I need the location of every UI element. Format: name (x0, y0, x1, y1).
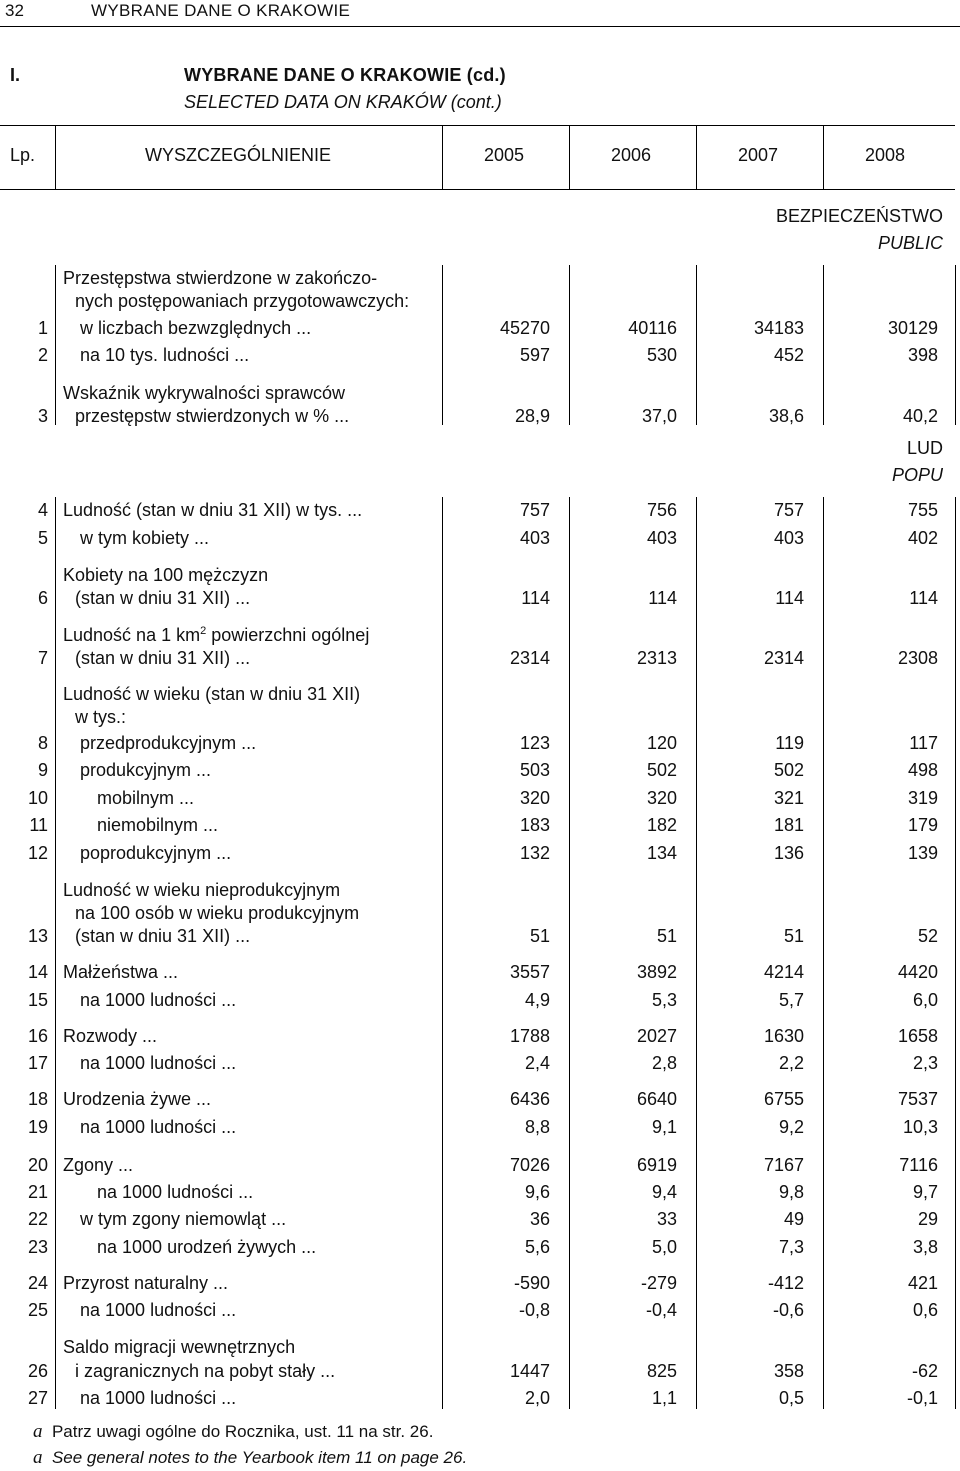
row-label-text: powierzchni ogólnej (206, 625, 370, 645)
chapter-number: I. (10, 65, 21, 85)
table-cell: 1,1 (651, 1388, 677, 1408)
row-label (63, 625, 369, 646)
table-cell: 3557 (509, 962, 550, 982)
row-number: 12 (27, 843, 48, 863)
table-cell: 182 (646, 815, 677, 835)
row-number: 24 (27, 1273, 48, 1293)
table-cell: 3,8 (912, 1237, 938, 1257)
row-number: 26 (27, 1361, 48, 1381)
table-cell: 597 (519, 345, 550, 365)
table-cell: -0,6 (772, 1300, 804, 1320)
row-label: na 1000 ludności ... (80, 1388, 237, 1408)
table-cell: 756 (646, 500, 677, 520)
row-label: w liczbach bezwzględnych ... (80, 318, 312, 338)
table-cell: 49 (783, 1209, 804, 1229)
table-cell: 2314 (763, 648, 804, 668)
row-label: produkcyjnym ... (80, 760, 212, 780)
column-rule (696, 497, 697, 1409)
table-cell: 139 (907, 843, 938, 863)
row-label: na 100 osób w wieku produkcyjnym (75, 903, 360, 923)
table-cell: 503 (519, 760, 550, 780)
table-cell: 51 (656, 926, 677, 946)
row-label: i zagranicznych na pobyt stały ... (75, 1361, 336, 1381)
row-number: 21 (27, 1182, 48, 1202)
table-cell: 38,6 (768, 406, 804, 426)
header-divider (442, 125, 443, 189)
row-label: nych postępowaniach przygotowawczych: (75, 291, 410, 311)
table-cell: 34183 (753, 318, 804, 338)
section-heading-population: LUD (906, 438, 943, 458)
footnote-mark: a (33, 1447, 43, 1468)
row-label: przestępstw stwierdzonych w % ... (75, 406, 350, 426)
table-cell: 2,8 (651, 1053, 677, 1073)
column-rule (823, 265, 824, 425)
col-header-lp: Lp. (10, 145, 36, 165)
table-cell: 37,0 (641, 406, 677, 426)
table-cell: 757 (519, 500, 550, 520)
header-divider (696, 125, 697, 189)
row-number: 7 (37, 648, 48, 668)
table-cell: 136 (773, 843, 804, 863)
table-cell: 755 (907, 500, 938, 520)
column-rule (569, 265, 570, 425)
table-cell: -0,4 (645, 1300, 677, 1320)
row-label: Kobiety na 100 mężczyzn (63, 565, 269, 585)
table-cell: 4420 (897, 962, 938, 982)
table-cell: 28,9 (514, 406, 550, 426)
row-number: 25 (27, 1300, 48, 1320)
table-cell: 6436 (509, 1089, 550, 1109)
row-number: 13 (27, 926, 48, 946)
table-cell: 134 (646, 843, 677, 863)
row-number: 16 (27, 1026, 48, 1046)
column-rule (823, 497, 824, 1409)
table-cell: 7537 (897, 1089, 938, 1109)
header-divider (823, 125, 824, 189)
table-cell: 114 (521, 588, 550, 608)
table-cell: 9,1 (651, 1117, 677, 1137)
table-cell: 33 (656, 1209, 677, 1229)
row-label: na 1000 ludności ... (80, 1117, 237, 1137)
table-cell: 452 (773, 345, 804, 365)
table-cell: 1788 (509, 1026, 550, 1046)
table-cell: 51 (529, 926, 550, 946)
row-number: 27 (27, 1388, 48, 1408)
column-rule (442, 497, 443, 1409)
header-bottom-rule (0, 189, 955, 190)
table-cell: 2027 (636, 1026, 677, 1046)
table-cell: 114 (909, 588, 938, 608)
table-cell: 320 (646, 788, 677, 808)
table-cell: 7,3 (778, 1237, 804, 1257)
table-cell: 51 (783, 926, 804, 946)
row-label: niemobilnym ... (97, 815, 219, 835)
row-label: na 1000 ludności ... (80, 990, 237, 1010)
table-cell: 40,2 (902, 406, 938, 426)
table-cell: 502 (646, 760, 677, 780)
table-cell: 321 (773, 788, 804, 808)
table-cell: 123 (519, 733, 550, 753)
table-cell: 319 (907, 788, 938, 808)
table-cell: 9,7 (912, 1182, 938, 1202)
row-label-text: Ludność na 1 km (63, 625, 201, 645)
row-number: 19 (27, 1117, 48, 1137)
table-cell: 398 (907, 345, 938, 365)
row-label: Wskaźnik wykrywalności sprawców (63, 383, 346, 403)
table-cell: -279 (640, 1273, 677, 1293)
row-label: Rozwody ... (63, 1026, 158, 1046)
table-cell: 183 (519, 815, 550, 835)
table-cell: -590 (513, 1273, 550, 1293)
row-label: na 10 tys. ludności ... (80, 345, 250, 365)
footnote-mark: a (33, 1421, 43, 1442)
table-cell: 9,6 (524, 1182, 550, 1202)
row-label: poprodukcyjnym ... (80, 843, 232, 863)
running-title: WYBRANE DANE O KRAKOWIE (91, 1, 351, 20)
table-cell: 9,4 (651, 1182, 677, 1202)
footnote-text: See general notes to the Yearbook item 11 on page 26. (51, 1448, 468, 1467)
row-number: 8 (37, 733, 48, 753)
row-label: Małżeństwa ... (63, 962, 179, 982)
section-subheading-security: PUBLIC (877, 233, 943, 253)
table-cell: -0,1 (906, 1388, 938, 1408)
col-header-2008: 2008 (865, 145, 906, 165)
table-cell: 6640 (636, 1089, 677, 1109)
table-cell: 179 (907, 815, 938, 835)
table-cell: 52 (917, 926, 938, 946)
row-label: w tys.: (75, 707, 127, 727)
row-label: Ludność w wieku nieprodukcyjnym (63, 880, 341, 900)
row-number: 17 (27, 1053, 48, 1073)
table-cell: 2,4 (524, 1053, 550, 1073)
row-number: 14 (27, 962, 48, 982)
table-cell: 5,3 (651, 990, 677, 1010)
table-cell: 2313 (636, 648, 677, 668)
table-cell: 2308 (897, 648, 938, 668)
row-label: Ludność w wieku (stan w dniu 31 XII) (63, 684, 361, 704)
row-number: 9 (37, 760, 48, 780)
table-cell: 132 (519, 843, 550, 863)
row-number: 11 (29, 815, 48, 835)
row-label: na 1000 ludności ... (80, 1053, 237, 1073)
row-number: 15 (27, 990, 48, 1010)
row-number: 4 (37, 500, 48, 520)
row-label: Saldo migracji wewnętrznych (63, 1337, 296, 1357)
row-label: (stan w dniu 31 XII) ... (75, 926, 251, 946)
table-cell: 2,0 (524, 1388, 550, 1408)
footnote-pl (33, 1421, 433, 1443)
table-cell: 421 (907, 1273, 938, 1293)
row-number: 3 (37, 406, 48, 426)
table-cell: -412 (767, 1273, 804, 1293)
row-label: mobilnym ... (97, 788, 195, 808)
table-cell: 36 (529, 1209, 550, 1229)
row-label: na 1000 ludności ... (97, 1182, 254, 1202)
row-label: Przestępstwa stwierdzone w zakończo- (63, 268, 378, 288)
row-label: Urodzenia żywe ... (63, 1089, 212, 1109)
row-number: 20 (27, 1155, 48, 1175)
row-number: 5 (37, 528, 48, 548)
table-cell: 7116 (899, 1155, 938, 1175)
table-cell: 498 (907, 760, 938, 780)
table-cell: 114 (648, 588, 677, 608)
table-cell: 358 (773, 1361, 804, 1381)
table-cell: 5,7 (778, 990, 804, 1010)
section-heading-security: BEZPIECZEŃSTWO (775, 206, 943, 226)
header-divider (569, 125, 570, 189)
table-cell: 1447 (509, 1361, 550, 1381)
header-divider (55, 125, 56, 189)
table-cell: 1630 (763, 1026, 804, 1046)
column-rule (955, 265, 956, 425)
column-rule (955, 497, 956, 1409)
col-header-2006: 2006 (611, 145, 652, 165)
column-rule (696, 265, 697, 425)
table-cell: 6755 (763, 1089, 804, 1109)
table-cell: -62 (911, 1361, 938, 1381)
row-number: 6 (37, 588, 48, 608)
column-rule (55, 497, 56, 1409)
row-label: na 1000 urodzeń żywych ... (97, 1237, 317, 1257)
table-cell: 0,6 (912, 1300, 938, 1320)
row-label: na 1000 ludności ... (80, 1300, 237, 1320)
table-cell: 530 (646, 345, 677, 365)
column-rule (55, 265, 56, 425)
row-number: 23 (27, 1237, 48, 1257)
superscript: 2 (200, 625, 207, 637)
table-cell: 3892 (636, 962, 677, 982)
table-cell: 5,6 (524, 1237, 550, 1257)
row-number: 22 (27, 1209, 48, 1229)
table-cell: 2,2 (778, 1053, 804, 1073)
section-subheading-population: POPU (891, 465, 943, 485)
row-label: Ludność (stan w dniu 31 XII) w tys. ... (63, 500, 363, 520)
footnote-en (33, 1447, 467, 1469)
table-cell: 757 (773, 500, 804, 520)
table-cell: 2,3 (912, 1053, 938, 1073)
table-title-en: SELECTED DATA ON KRAKÓW (cont.) (184, 92, 502, 112)
column-rule (442, 265, 443, 425)
table-cell: 403 (773, 528, 804, 548)
row-label: (stan w dniu 31 XII) ... (75, 648, 251, 668)
table-cell: 181 (773, 815, 804, 835)
footnote-text: Patrz uwagi ogólne do Rocznika, ust. 11 na str. 26. (51, 1422, 434, 1441)
table-cell: 40116 (628, 318, 677, 338)
table-cell: 6,0 (912, 990, 938, 1010)
table-cell: 403 (646, 528, 677, 548)
row-label: przedprodukcyjnym ... (80, 733, 257, 753)
col-header-2005: 2005 (484, 145, 525, 165)
table-cell: 502 (773, 760, 804, 780)
table-cell: 402 (907, 528, 938, 548)
table-title-pl: WYBRANE DANE O KRAKOWIE (cd.) (184, 65, 506, 85)
table-cell: 119 (775, 733, 804, 753)
table-cell: 7167 (763, 1155, 804, 1175)
table-cell: 6919 (636, 1155, 677, 1175)
header-top-rule (0, 125, 955, 126)
col-header-2007: 2007 (738, 145, 779, 165)
page-number: 32 (5, 1, 24, 20)
table-cell: 7026 (509, 1155, 550, 1175)
row-number: 10 (27, 788, 48, 808)
row-number: 2 (37, 345, 48, 365)
table-cell: 8,8 (524, 1117, 550, 1137)
table-cell: 9,8 (778, 1182, 804, 1202)
table-cell: 30129 (887, 318, 938, 338)
table-cell: 114 (775, 588, 804, 608)
row-label: (stan w dniu 31 XII) ... (75, 588, 251, 608)
table-cell: 120 (646, 733, 677, 753)
table-cell: 5,0 (651, 1237, 677, 1257)
row-label: Przyrost naturalny ... (63, 1273, 229, 1293)
table-cell: 320 (519, 788, 550, 808)
row-label: w tym kobiety ... (80, 528, 210, 548)
row-label: w tym zgony niemowląt ... (80, 1209, 287, 1229)
table-cell: 10,3 (902, 1117, 938, 1137)
row-number: 18 (27, 1089, 48, 1109)
table-cell: 45270 (499, 318, 550, 338)
table-cell: 2314 (509, 648, 550, 668)
row-label: Zgony ... (63, 1155, 134, 1175)
row-number: 1 (37, 318, 48, 338)
table-cell: 825 (646, 1361, 677, 1381)
table-cell: 1658 (897, 1026, 938, 1046)
column-rule (569, 497, 570, 1409)
table-cell: 0,5 (778, 1388, 804, 1408)
table-cell: 29 (917, 1209, 938, 1229)
table-cell: 9,2 (778, 1117, 804, 1137)
table-cell: 4214 (763, 962, 804, 982)
table-cell: 117 (909, 733, 938, 753)
table-cell: 4,9 (524, 990, 550, 1010)
col-header-item: WYSZCZEGÓLNIENIE (145, 145, 332, 165)
table-cell: 403 (519, 528, 550, 548)
table-cell: -0,8 (518, 1300, 550, 1320)
